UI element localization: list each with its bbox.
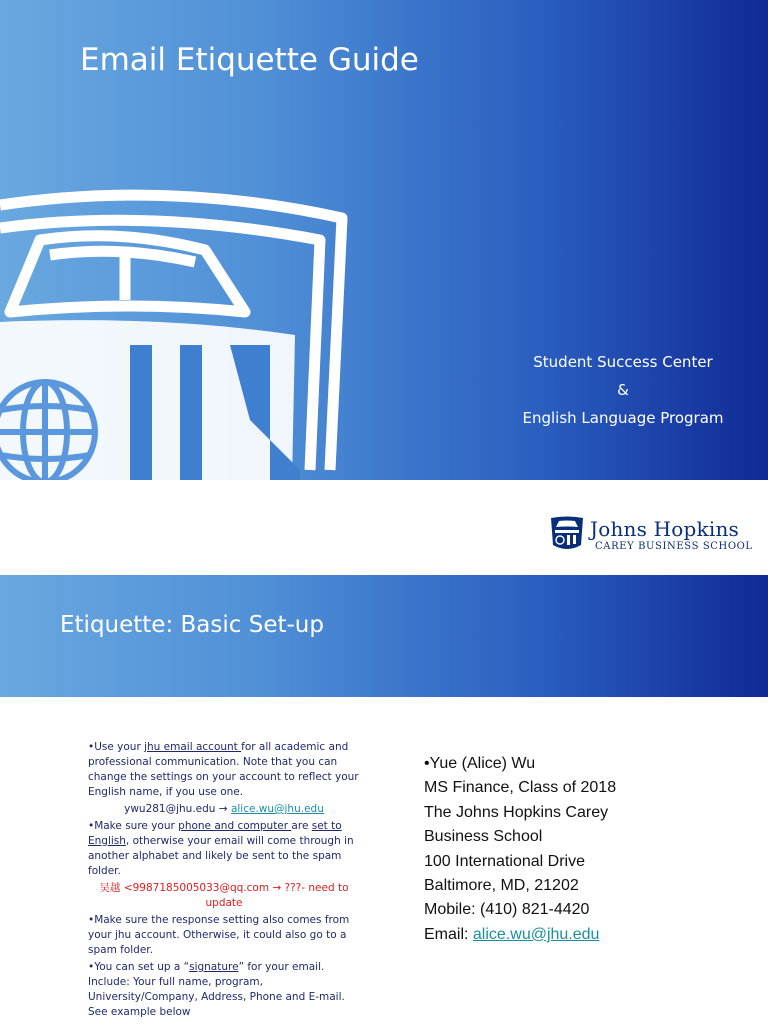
bullet2-text-a: •Make sure your xyxy=(88,820,179,832)
signature-line-3: The Johns Hopkins Carey xyxy=(424,803,609,821)
logo-school xyxy=(595,541,753,552)
jhu-email-account-link[interactable]: jhu email account xyxy=(144,741,242,753)
slide2-title: Etiquette: Basic Set-up xyxy=(60,612,324,638)
bullet-signature xyxy=(88,960,360,1020)
phone-computer-underlined: phone and computer xyxy=(178,820,292,832)
slide1-subtitle xyxy=(500,348,746,432)
logo-name: Johns Hopkins xyxy=(590,517,739,541)
logo-school-text: CAREY BUSINESS SCHOOL xyxy=(595,541,753,552)
title-slide xyxy=(0,0,768,480)
bullet1-text-b: for all academic and professional communication. Note that you can change the settings on your account to reflect your English name, if you use one. xyxy=(88,741,359,798)
bullet-response-setting: •Make sure the response setting also comes from your jhu account. Otherwise, it could also go to a spam folder. xyxy=(88,914,350,956)
signature-example xyxy=(424,752,744,947)
bullet2-text-b: are xyxy=(291,820,312,832)
signature-underlined: signature xyxy=(189,961,239,973)
example1-to-link[interactable]: alice.wu@jhu.edu xyxy=(230,803,324,815)
subtitle-line-1: Student Success Center xyxy=(533,353,713,371)
signature-email-line xyxy=(424,923,744,947)
subtitle-line-2: & xyxy=(617,381,629,399)
slide1-title: Email Etiquette Guide xyxy=(80,42,419,78)
bullet-set-to-english xyxy=(88,819,360,879)
bullet4-text-b: ” for your email. Include: Your full name, program, University/Company, Address, Phone and E-mail. See example below xyxy=(88,961,345,1018)
signature-line-5: 100 International Drive xyxy=(424,852,585,870)
signature-line-2: MS Finance, Class of 2018 xyxy=(424,779,617,797)
set-to-english-underlined: set to English xyxy=(88,820,342,847)
subtitle-line-3: English Language Program xyxy=(522,409,724,427)
signature-line-7: Mobile: (410) 821-4420 xyxy=(424,901,590,919)
bullet1-text-a: •Use your xyxy=(88,741,145,753)
signature-email-label: Email: xyxy=(424,925,473,943)
signature-line-6: Baltimore, MD, 21202 xyxy=(424,877,579,895)
jhu-logo-shield-icon xyxy=(550,515,584,553)
signature-email-link[interactable]: alice.wu@jhu.edu xyxy=(472,925,600,943)
setup-bullets xyxy=(88,740,360,1022)
signature-line-1: •Yue (Alice) Wu xyxy=(424,755,536,772)
bullet2-text-c: , otherwise your email will come through in another alphabet and likely be sent to the spam folder. xyxy=(88,835,354,877)
example-email-change xyxy=(88,802,360,817)
bullet-jhu-account xyxy=(88,740,360,800)
example-bad-address: 吴越 <9987185005033@qq.com → ???- need to update xyxy=(99,882,349,909)
bullet4-text-a: •You can set up a “ xyxy=(88,961,190,973)
example1-from: ywu281@jhu.edu → xyxy=(124,803,228,815)
signature-line-4: Business School xyxy=(424,828,543,846)
